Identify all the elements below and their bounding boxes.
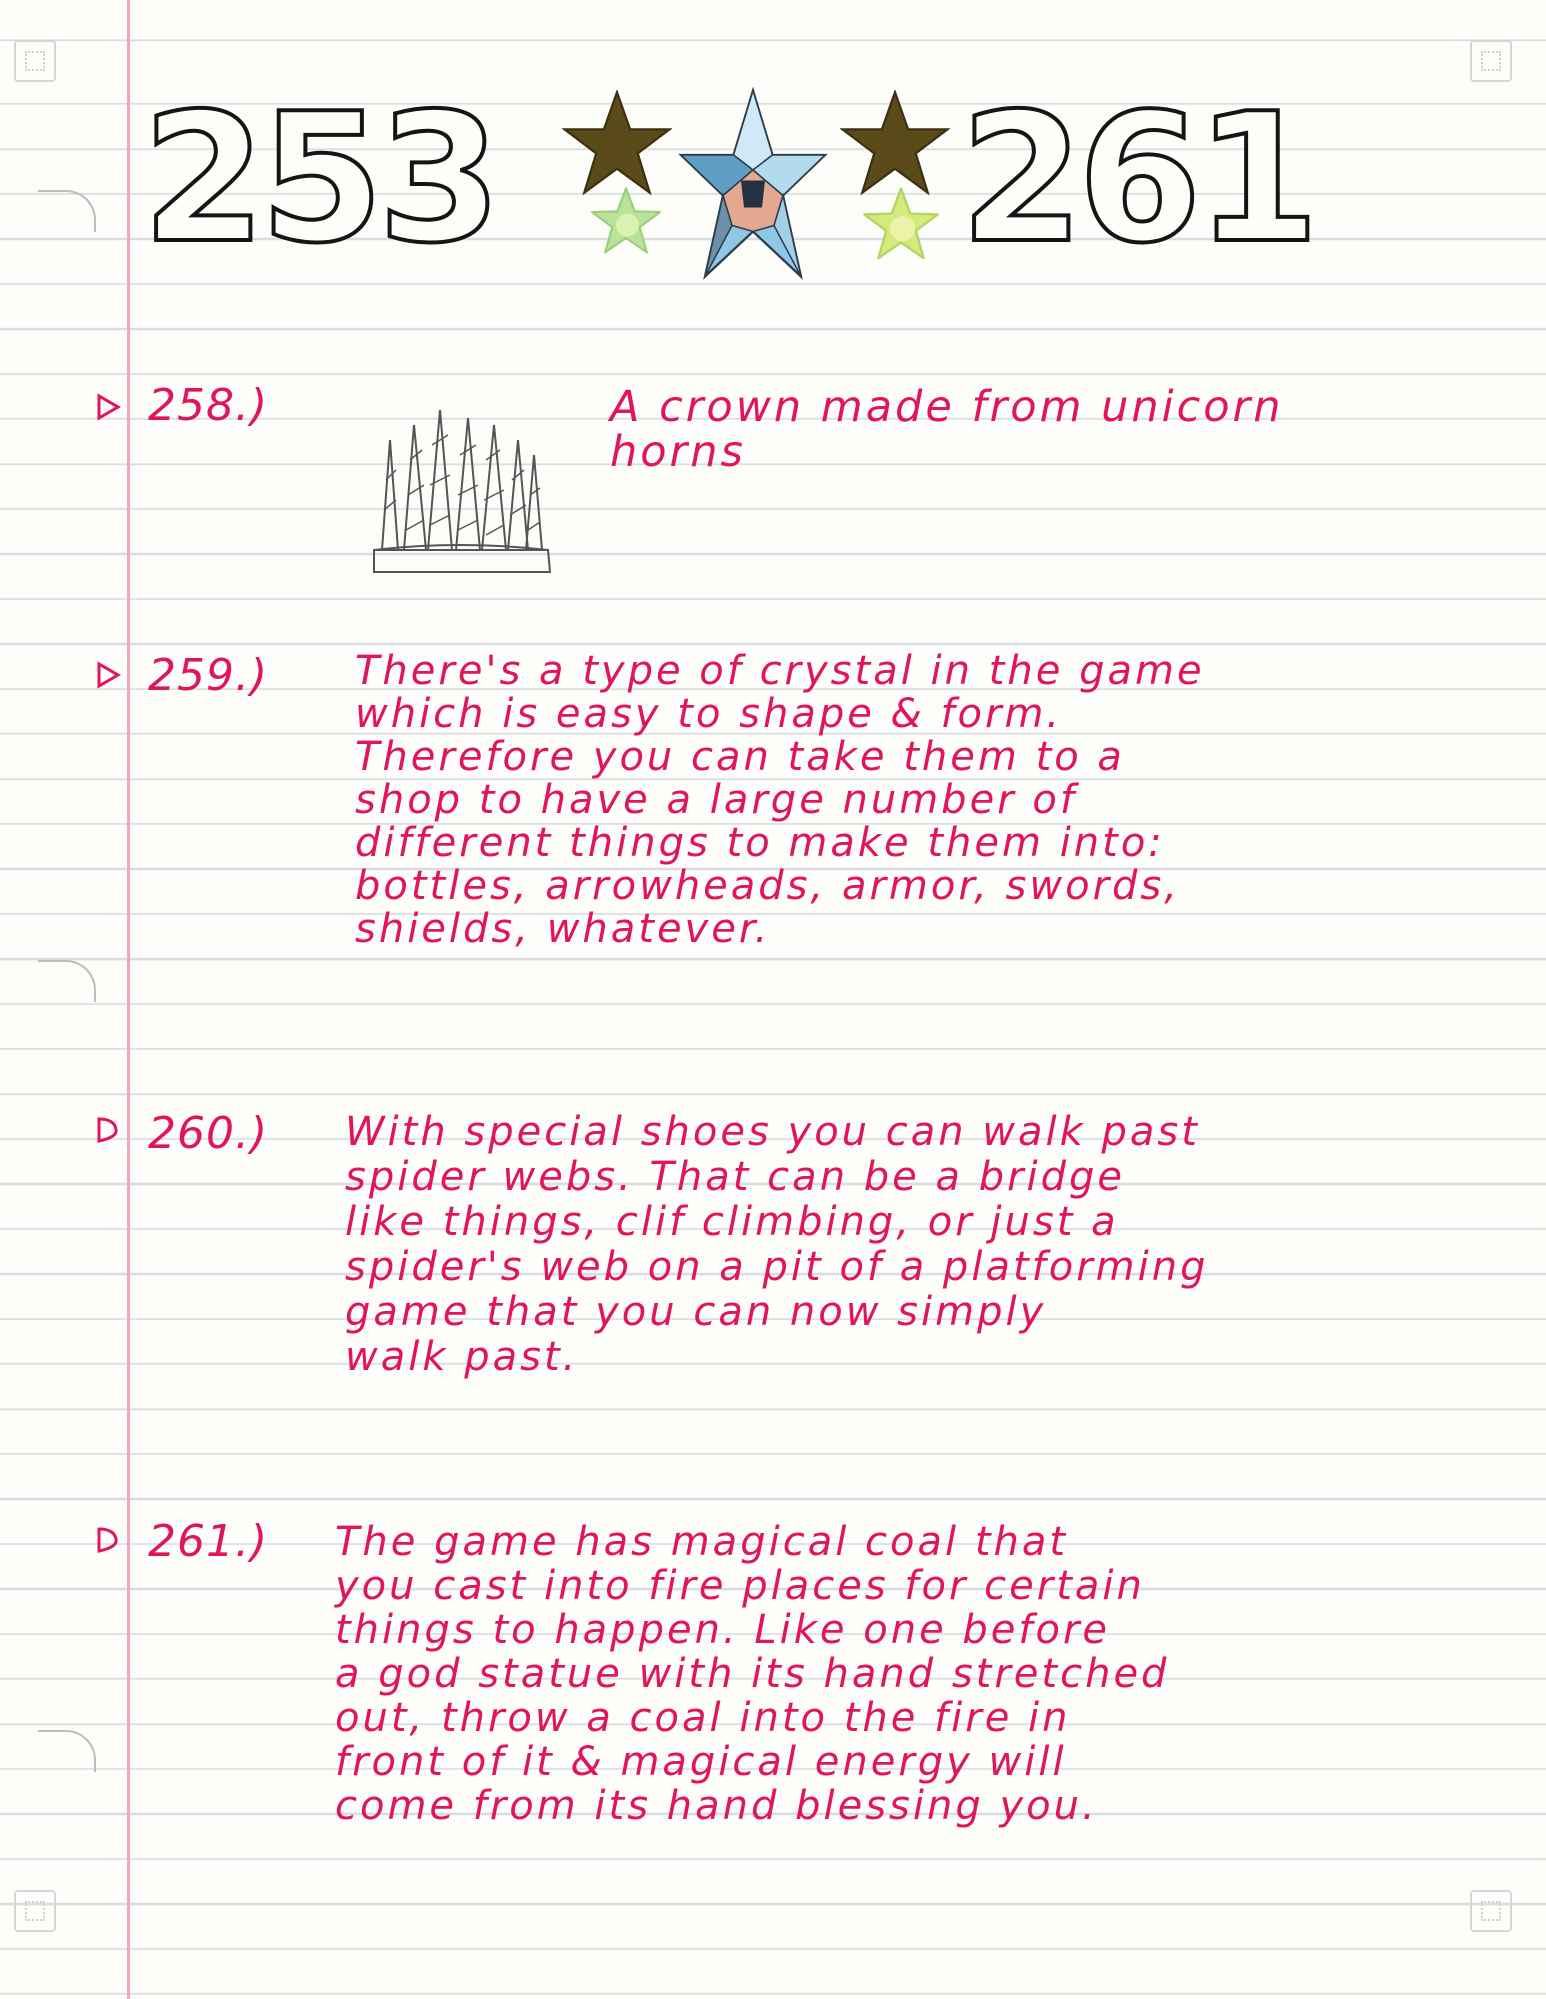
text-line: horns: [610, 427, 746, 477]
checkbox-icon: [96, 392, 122, 422]
gold-star-sticker-icon: [562, 90, 672, 195]
text-line: different things to make them into:: [355, 820, 1165, 866]
text-line: With special shoes you can walk past: [345, 1109, 1200, 1155]
text-line: Therefore you can take them to a: [355, 734, 1125, 780]
checkbox-icon: [96, 660, 122, 690]
range-end: 261: [960, 75, 1314, 282]
text-line: you cast into fire places for certain: [335, 1563, 1145, 1609]
text-line: come from its hand blessing you.: [335, 1783, 1098, 1829]
gold-star-sticker-icon: [840, 90, 950, 195]
corner-mark: [14, 40, 56, 82]
text-line: out, throw a coal into the fire in: [335, 1695, 1071, 1741]
text-line: game that you can now simply: [345, 1289, 1047, 1335]
entry-text-261: [335, 1520, 1169, 1828]
range-start: 253: [142, 75, 496, 282]
entry-number: 258.): [148, 380, 269, 431]
text-line: like things, clif climbing, or just a: [345, 1199, 1119, 1245]
prism-star-sticker-icon: [678, 85, 828, 285]
text-line: spider webs. That can be a bridge: [345, 1154, 1126, 1200]
entry-number: 261.): [148, 1516, 269, 1567]
text-line: a god statue with its hand stretched: [335, 1651, 1170, 1697]
text-line: things to happen. Like one before: [335, 1607, 1110, 1653]
green-star-sticker-icon: [862, 185, 940, 261]
text-line: spider's web on a pit of a platforming: [345, 1244, 1209, 1290]
text-line: A crown made from unicorn: [610, 382, 1284, 432]
corner-mark: [14, 1890, 56, 1932]
checkbox-icon: [96, 1525, 122, 1555]
text-line: walk past.: [345, 1334, 579, 1380]
corner-mark: [1470, 40, 1512, 82]
text-line: front of it & magical energy will: [335, 1739, 1067, 1785]
text-line: There's a type of crystal in the game: [355, 648, 1205, 694]
text-line: bottles, arrowheads, armor, swords,: [355, 863, 1180, 909]
margin-line: [127, 0, 130, 1999]
checkbox-icon: [96, 1115, 122, 1145]
text-line: which is easy to shape & form.: [355, 691, 1063, 737]
entry-text-260: [345, 1110, 1208, 1380]
text-line: shop to have a large number of: [355, 777, 1077, 823]
entry-text-258: [610, 382, 1284, 477]
entry-text-259: [355, 650, 1205, 951]
green-star-sticker-icon: [590, 185, 662, 255]
unicorn-horn-crown-icon: [370, 400, 556, 580]
text-line: The game has magical coal that: [335, 1519, 1069, 1565]
entry-number: 260.): [148, 1108, 269, 1159]
text-line: shields, whatever.: [355, 906, 771, 952]
corner-mark: [1470, 1890, 1512, 1932]
entry-number: 259.): [148, 650, 269, 701]
